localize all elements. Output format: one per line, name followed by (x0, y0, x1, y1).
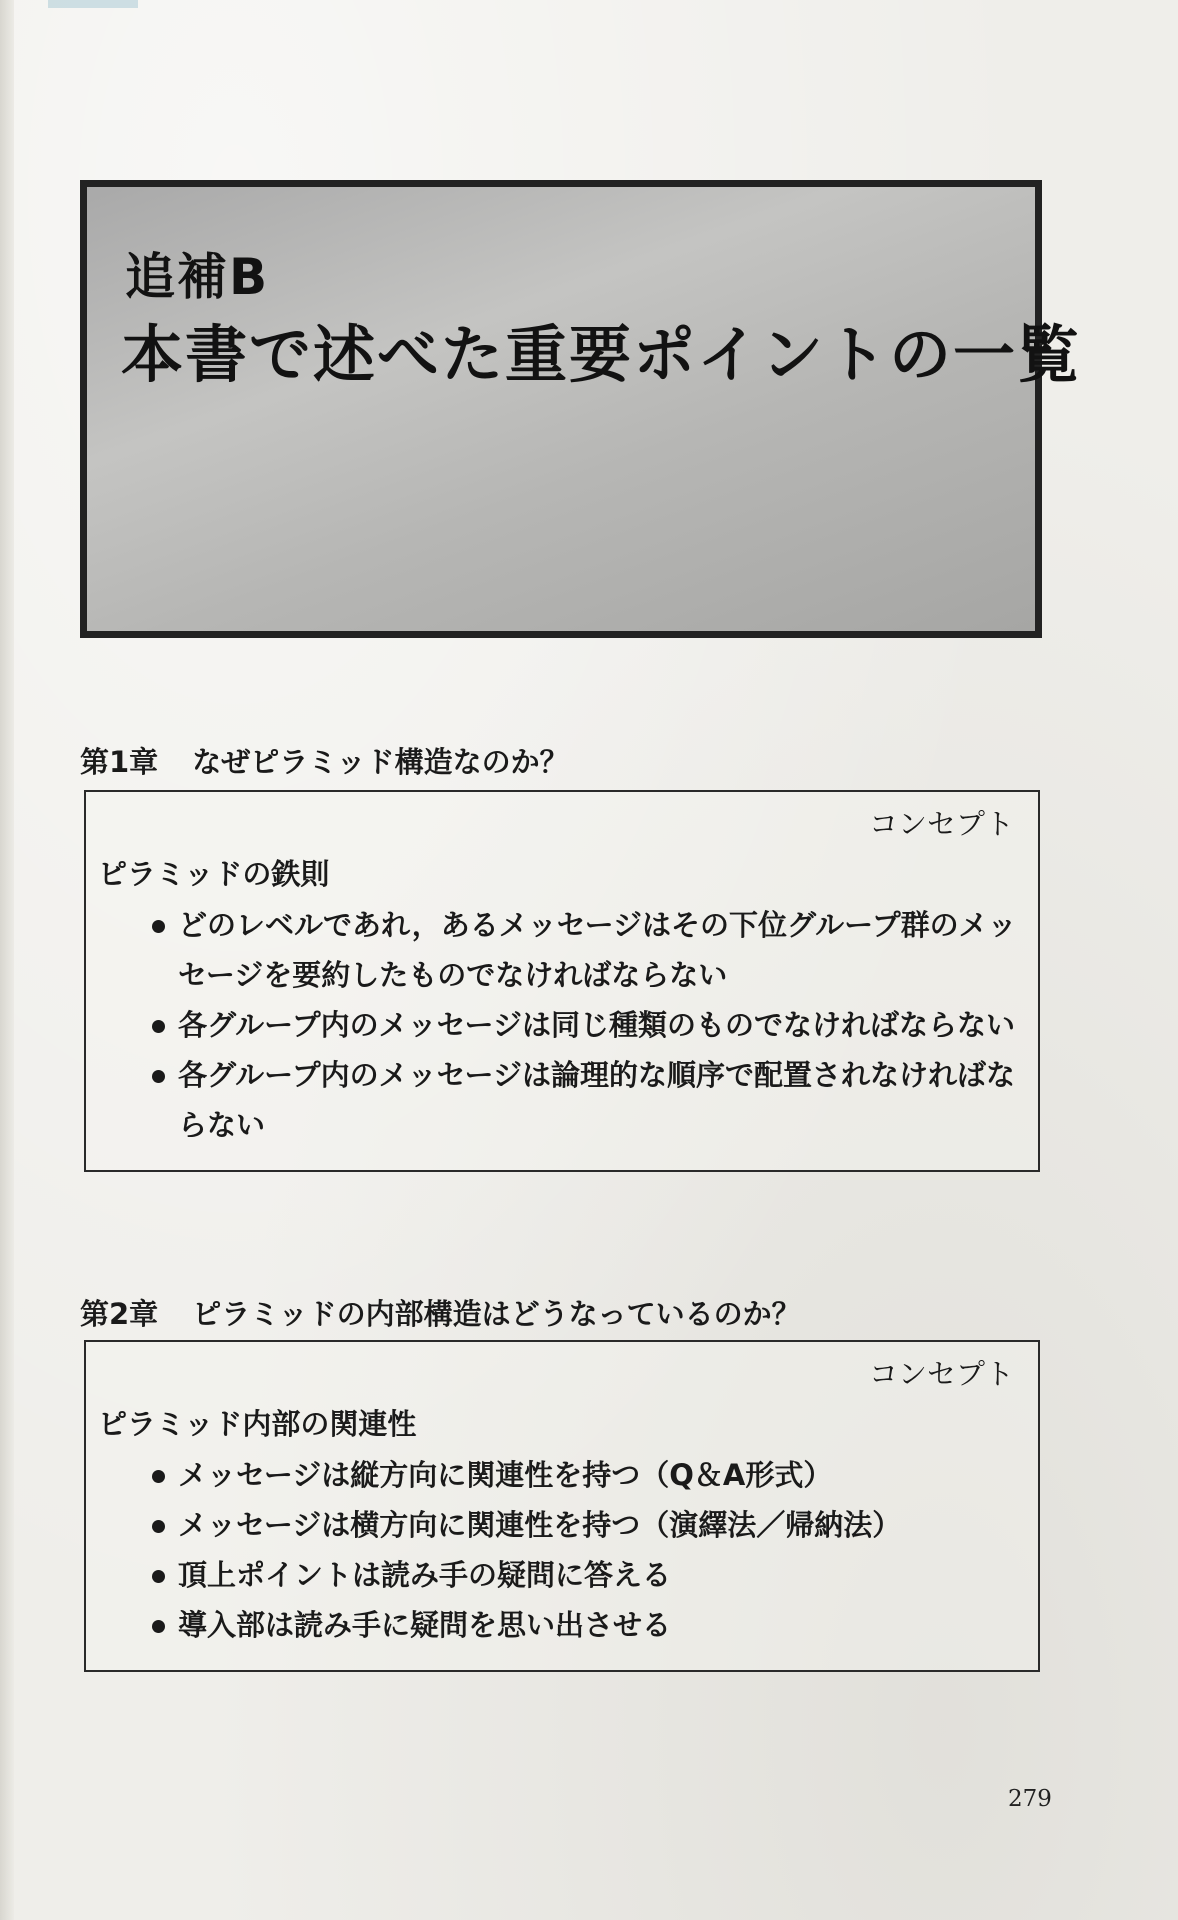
bullet-dot-icon (152, 1470, 165, 1483)
bullet-dot-icon (152, 1070, 165, 1083)
bullet-item: メッセージは横方向に関連性を持つ（演繹法／帰納法） (152, 1500, 1018, 1550)
page-binding-edge (0, 0, 14, 1920)
section-number: 第2章 (80, 1297, 159, 1331)
section-title: ピラミッドの内部構造はどうなっているのか？ (192, 1297, 801, 1331)
box-title: ピラミッド内部の関連性 (98, 1407, 417, 1441)
section-title: なぜピラミッド構造なのか？ (192, 745, 569, 779)
bullet-item: 頂上ポイントは読み手の疑問に答える (152, 1550, 1018, 1600)
chapter-header-box (80, 180, 1082, 638)
box-title: ピラミッドの鉄則 (98, 857, 330, 891)
chapter-title: 本書で述べた重要ポイントの一覧 (121, 318, 1082, 391)
bullet-item: どのレベルであれ，あるメッセージはその下位グループ群のメッセージを要約したものでなければならない (152, 900, 1018, 1000)
concept-box-chapter-2 (84, 1340, 1040, 1672)
bullet-dot-icon (152, 1020, 165, 1033)
bullet-dot-icon (152, 1520, 165, 1533)
bullet-item: 各グループ内のメッセージは論理的な順序で配置されなければならない (152, 1050, 1018, 1150)
concept-box-chapter-1 (84, 790, 1040, 1172)
page-number: 279 (1008, 1786, 1052, 1812)
bullet-item: 各グループ内のメッセージは同じ種類のものでなければならない (152, 1000, 1018, 1050)
section-heading-chapter-2 (80, 1292, 801, 1333)
concept-tag: コンセプト (868, 1357, 1014, 1391)
bullet-dot-icon (152, 1570, 165, 1583)
bullet-item: 導入部は読み手に疑問を思い出させる (152, 1600, 1018, 1650)
chapter-label: 追補B (125, 248, 270, 306)
bullet-dot-icon (152, 1620, 165, 1633)
bullet-list (152, 900, 1018, 1150)
section-heading-chapter-1 (80, 740, 569, 781)
concept-tag: コンセプト (868, 807, 1014, 841)
bullet-list (152, 1450, 1018, 1650)
bullet-item: メッセージは縦方向に関連性を持つ（Q＆A形式） (152, 1450, 1018, 1500)
section-number: 第1章 (80, 745, 159, 779)
previous-page-edge (48, 0, 138, 8)
bullet-dot-icon (152, 920, 165, 933)
